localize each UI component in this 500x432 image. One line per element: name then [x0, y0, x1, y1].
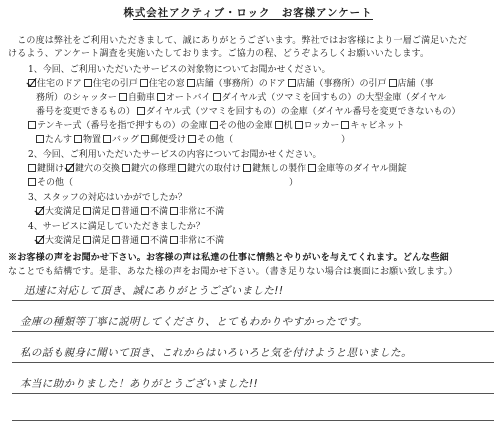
option — [83, 236, 110, 246]
handwritten-line-2: 金庫の種類等丁寧に説明してくださり、とてもわかりやすかったです。 — [20, 316, 368, 328]
q1-options-line-2 — [36, 90, 446, 103]
option — [140, 79, 185, 89]
handwritten-line-4: 本当に助かりました！ありがとうございました!! — [20, 378, 259, 390]
option-label: たんす — [45, 135, 73, 145]
option — [187, 79, 286, 89]
option-label: 鍵無しの製作 — [252, 164, 307, 174]
option — [36, 236, 81, 246]
option-label: バッグ — [112, 135, 140, 145]
checkbox[interactable] — [122, 164, 130, 172]
checkbox[interactable] — [112, 236, 120, 244]
q4-options — [36, 233, 224, 246]
writing-line — [12, 362, 494, 363]
option-label: 住宅のドア — [37, 79, 82, 89]
option — [66, 164, 120, 174]
checkbox[interactable] — [119, 93, 127, 101]
checkbox[interactable] — [170, 236, 178, 244]
checkbox[interactable] — [141, 236, 149, 244]
option-label: 机 — [283, 121, 293, 131]
option-label: 非常に不満 — [179, 207, 225, 217]
voice-prompt-line-1: ※お客様の声をお聞かせ下さい。お客様の声は私達の仕事に情熱とやりがいを与えてくれます。どんな些細 — [8, 253, 449, 263]
title-underline — [133, 19, 373, 20]
checked-checkbox[interactable] — [36, 207, 44, 215]
option — [178, 164, 241, 174]
option-label: 不満 — [150, 236, 169, 246]
option — [84, 79, 138, 89]
checkbox[interactable] — [141, 207, 149, 215]
option-label: 満足 — [92, 236, 111, 246]
option-label: ダイヤル式（ツマミを回すもの）の大型金庫（ダイヤル — [221, 93, 447, 103]
checkbox[interactable] — [28, 164, 36, 172]
checkbox[interactable] — [112, 207, 120, 215]
option-label: 自動車 — [127, 93, 155, 103]
writing-line — [12, 420, 494, 421]
option-label: その他の金庫 — [218, 121, 273, 131]
checkbox[interactable] — [103, 135, 111, 143]
option — [141, 135, 186, 145]
checkbox[interactable] — [141, 135, 149, 143]
option-label: 店舗（事務所）のドア — [195, 79, 286, 89]
option — [157, 93, 211, 103]
option — [243, 164, 306, 174]
option — [170, 236, 224, 246]
option-label: 住宅の引戸 — [92, 79, 138, 89]
option — [112, 236, 139, 246]
q3-options — [36, 204, 224, 217]
option — [141, 207, 168, 217]
option — [137, 107, 460, 117]
checkbox[interactable] — [295, 121, 303, 129]
option-label: 普通 — [121, 236, 140, 246]
option — [36, 107, 135, 117]
option-label: オートバイ — [165, 93, 211, 103]
checkbox[interactable] — [275, 121, 283, 129]
checkbox[interactable] — [288, 79, 296, 87]
option — [36, 93, 117, 103]
option-label: 郵便受け — [150, 135, 187, 145]
checkbox[interactable] — [83, 236, 91, 244]
checkbox[interactable] — [157, 93, 165, 101]
option-label: その他（ ） — [197, 135, 351, 145]
option-label: 物置 — [83, 135, 102, 145]
option — [112, 207, 139, 217]
option-label: 不満 — [150, 207, 169, 217]
checkbox[interactable] — [28, 121, 36, 129]
option — [28, 164, 64, 174]
q2-options-line-1 — [28, 161, 407, 174]
option-label: その他（ ） — [37, 178, 299, 188]
question-2-label: 2、今回、ご利用いただいたサービスの内容についてお聞かせください。 — [28, 150, 322, 160]
intro-line-2: けるよう、アンケート調査を実施いたしております。ご協力の程、どうぞよろしくお願いいたします。 — [8, 49, 430, 59]
option — [36, 135, 72, 145]
question-4-label: 4、サービスに満足していただきましたか？ — [28, 222, 205, 232]
option — [308, 164, 407, 174]
checkbox[interactable] — [188, 135, 196, 143]
checked-checkbox[interactable] — [28, 79, 36, 87]
voice-prompt-line-2: なことでも結構です。是非、あなた様の声をお聞かせ下さい。（書き足りない場合は裏面にお願い致します。） — [8, 267, 458, 277]
option — [170, 207, 224, 217]
option — [28, 121, 208, 131]
checkbox[interactable] — [341, 121, 349, 129]
option — [83, 207, 110, 217]
option-label: 大変満足 — [45, 207, 82, 217]
option-label: ダイヤル式（ツマミを回すもの）の金庫（ダイヤル番号を変更できないもの） — [146, 107, 461, 117]
checked-checkbox[interactable] — [36, 236, 44, 244]
option-label: 番号を変更できるもの） — [36, 107, 136, 117]
checkbox[interactable] — [83, 207, 91, 215]
checkbox[interactable] — [243, 164, 251, 172]
checkbox[interactable] — [389, 79, 397, 87]
q2-options-line-2 — [28, 175, 298, 188]
option — [122, 164, 176, 174]
question-1-label: 1、今回、ご利用いただいたサービスの対象物についてお聞かせください。 — [28, 65, 331, 75]
option-label: 住宅の窓 — [148, 79, 185, 89]
option — [141, 236, 168, 246]
checkbox[interactable] — [140, 79, 148, 87]
option-label: 鍵穴の取付け — [187, 164, 242, 174]
option-label: 普通 — [121, 207, 140, 217]
q1-options-line-5 — [36, 132, 350, 145]
option — [210, 121, 273, 131]
option — [119, 93, 155, 103]
option — [288, 79, 387, 89]
handwritten-line-3: 私の話も親身に聞いて頂き、これからはいろいろと気を付けようと思いました。 — [20, 347, 412, 359]
option-label: 鍵穴の修理 — [131, 164, 177, 174]
checkbox[interactable] — [170, 207, 178, 215]
checkbox[interactable] — [137, 107, 145, 115]
option-label: 大変満足 — [45, 236, 82, 246]
option-label: 務所）のシャッター — [36, 93, 117, 103]
option-label: 金庫等のダイヤル開錠 — [317, 164, 407, 174]
checkbox[interactable] — [308, 164, 316, 172]
intro-line-1: この度は弊社をご利用いただきまして、誠にありがとうございます。弊社ではお客様により一層ご満足いただ — [8, 36, 468, 46]
option — [275, 121, 293, 131]
option-label: テンキー式（番号を指で押すもの）の金庫 — [37, 121, 208, 131]
option — [74, 135, 101, 145]
option — [103, 135, 139, 145]
checkbox[interactable] — [28, 178, 36, 186]
option — [213, 93, 446, 103]
option — [36, 207, 81, 217]
option — [188, 135, 350, 145]
q1-options-line-4 — [28, 118, 404, 131]
checkbox[interactable] — [210, 121, 218, 129]
option-label: 満足 — [92, 207, 111, 217]
question-3-label: 3、スタッフの対応はいかがでしたか？ — [28, 193, 187, 203]
option-label: ロッカー — [303, 121, 340, 131]
option-label: 鍵開け — [37, 164, 65, 174]
form-title: 株式会社アクティブ・ロック お客様アンケート — [123, 7, 373, 19]
option-label: 鍵穴の交換 — [75, 164, 121, 174]
writing-line — [12, 393, 494, 394]
option-label: 店舗（事務所）の引戸 — [296, 79, 387, 89]
checkbox[interactable] — [178, 164, 186, 172]
checkbox[interactable] — [74, 135, 82, 143]
q1-options-line-3 — [36, 104, 460, 117]
option — [389, 79, 434, 89]
writing-line — [12, 331, 494, 332]
q1-options-line-1 — [28, 76, 434, 89]
option-label: 非常に不満 — [179, 236, 225, 246]
option — [295, 121, 340, 131]
checkbox[interactable] — [213, 93, 221, 101]
checkbox[interactable] — [36, 135, 44, 143]
option-label: 店舗（事 — [397, 79, 434, 89]
option-label: キャビネット — [350, 121, 405, 131]
checkbox[interactable] — [84, 79, 92, 87]
option — [28, 79, 82, 89]
option — [28, 178, 298, 188]
writing-line — [12, 300, 494, 301]
checked-checkbox[interactable] — [66, 164, 74, 172]
option — [341, 121, 404, 131]
handwritten-line-1: 迅速に対応して頂き、誠にありがとうございました!! — [24, 285, 284, 297]
checkbox[interactable] — [187, 79, 195, 87]
